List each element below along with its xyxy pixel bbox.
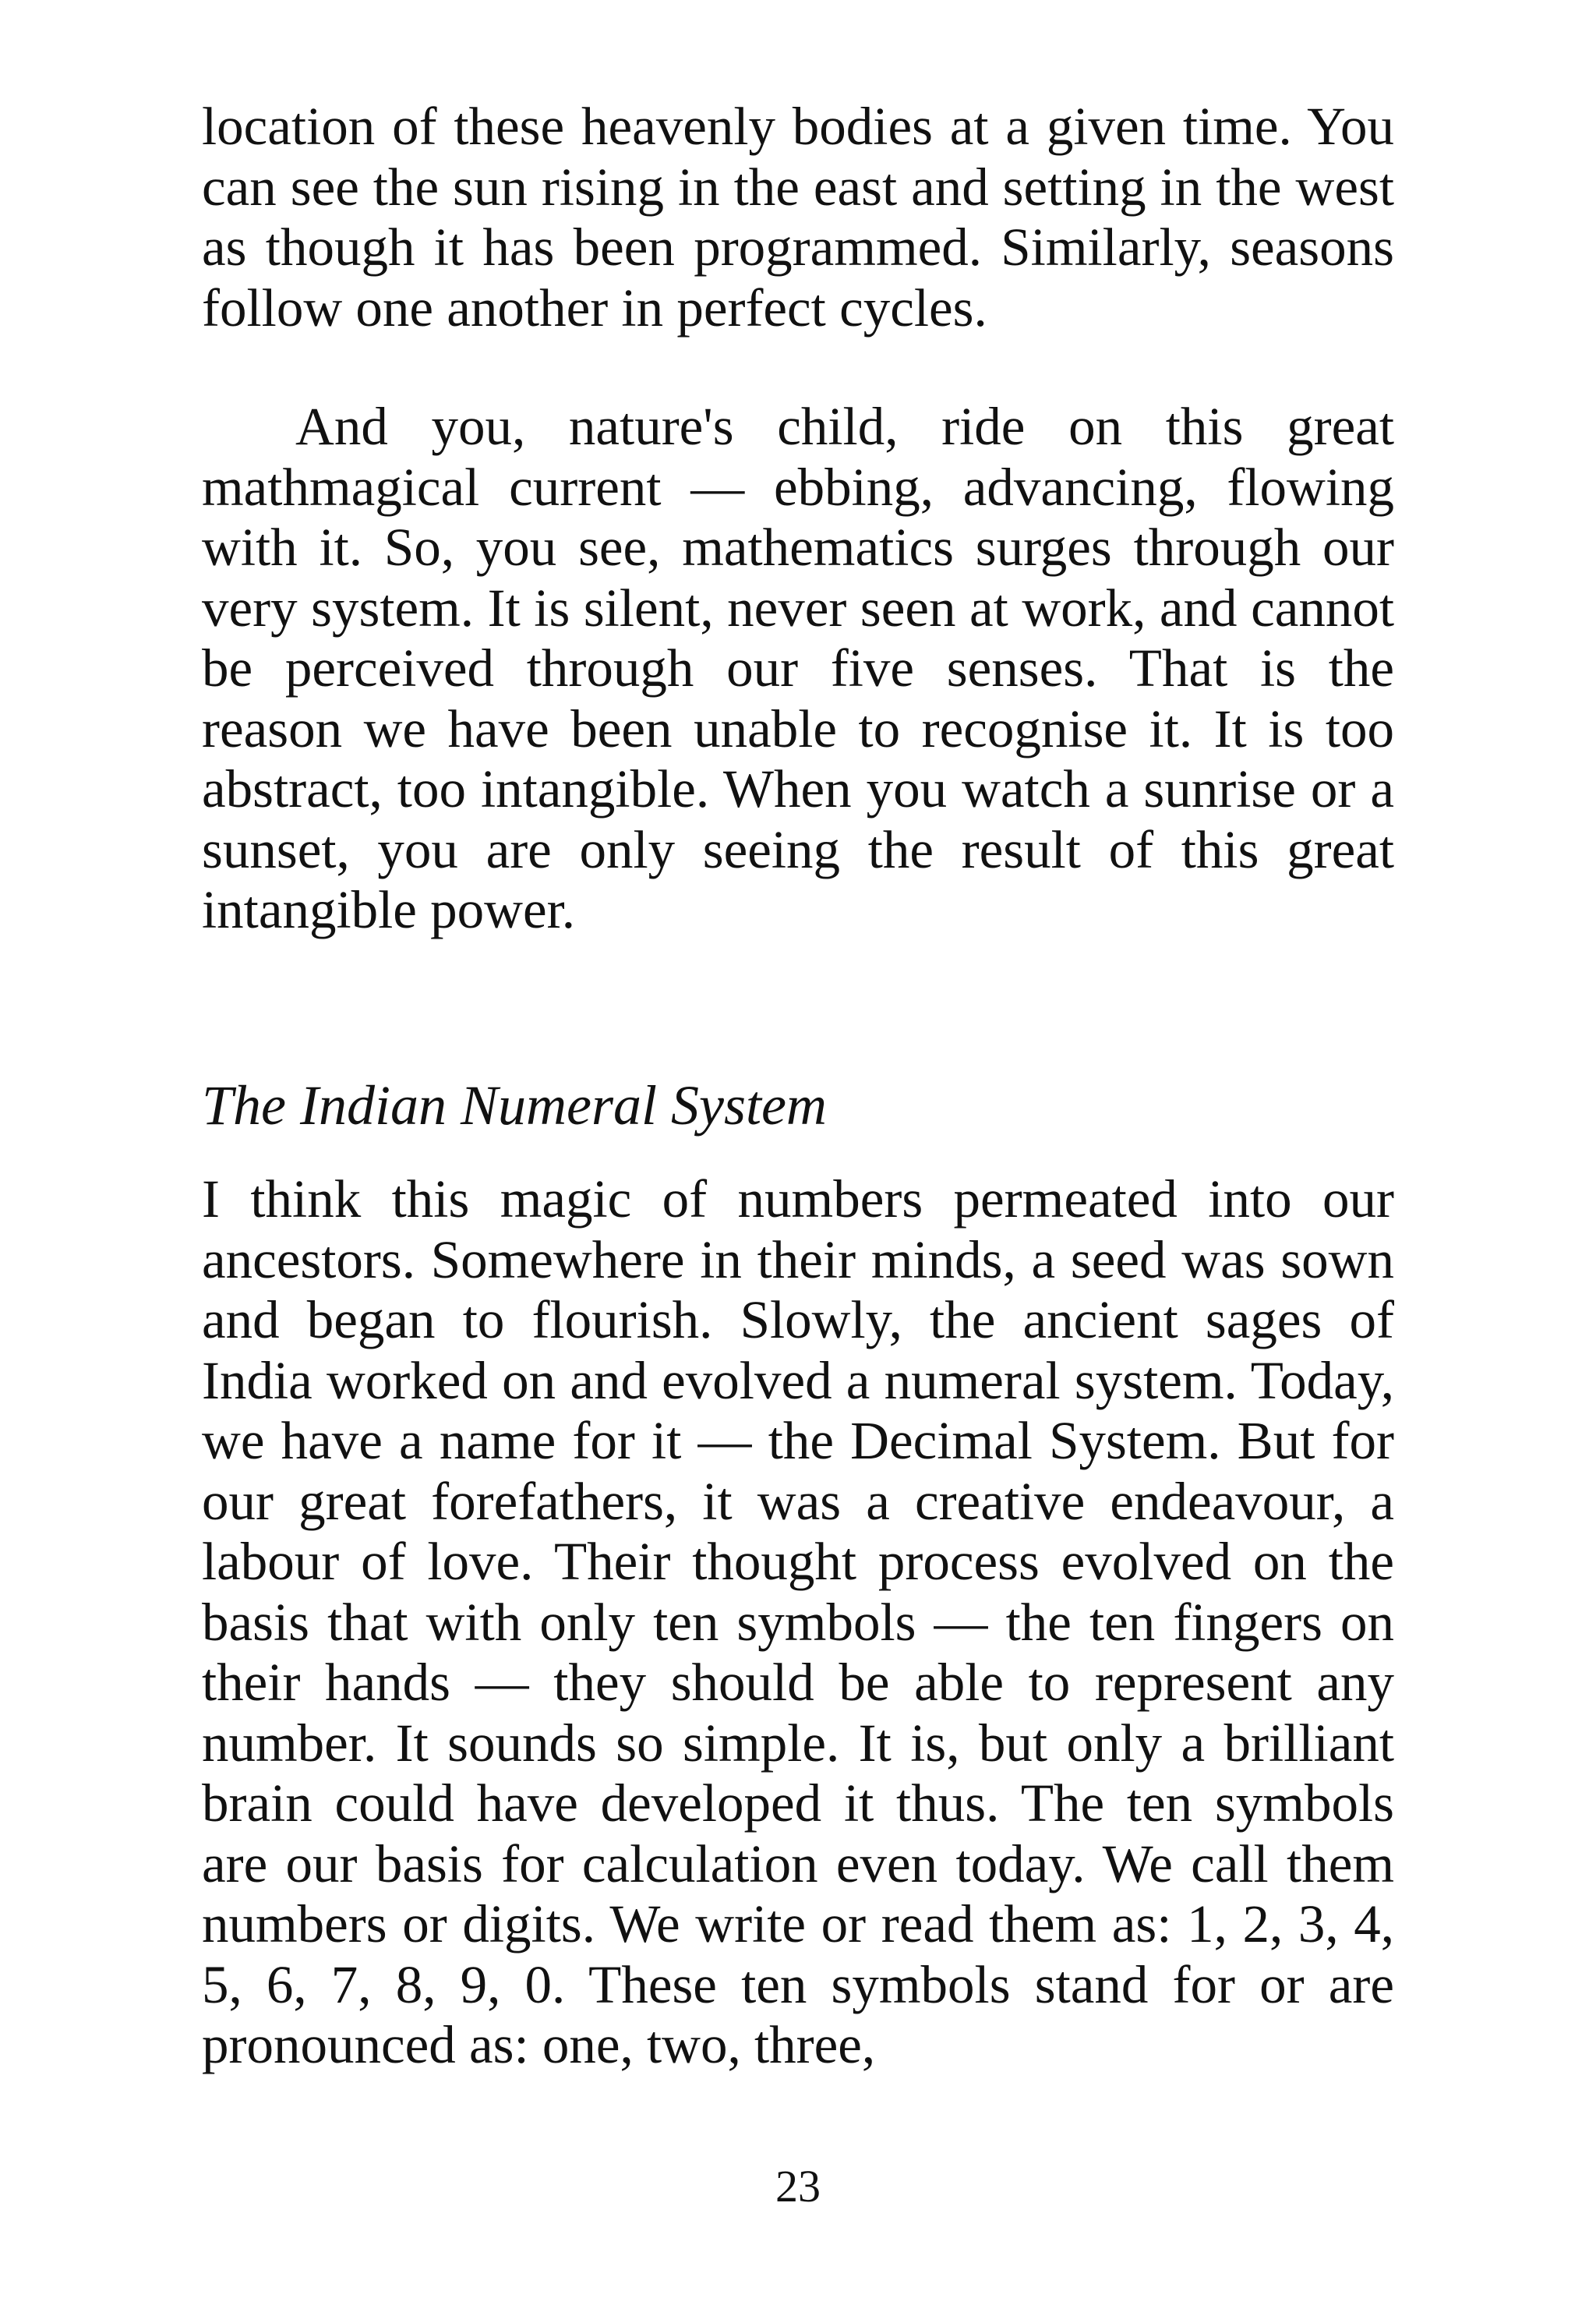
page-number: 23	[775, 2161, 821, 2212]
section-heading: The Indian Numeral System	[202, 1074, 827, 1137]
paragraph-continued: location of these heavenly bodies at a given time. You can see the sun rising in the east and setting in the west as though it has been programmed. Similarly, seasons follow one another in perfect cycles.	[202, 97, 1394, 338]
paragraph-numeral-system: I think this magic of numbers permeated into our ancestors. Somewhere in their minds, a seed was sown and began to flourish. Slowly, the ancient sages of India worked on and evolved a numeral system. Today, we have a name for it — the Decimal System. But for our great forefathers, it was a creative endeavour, a labour of love. Their thought process evolved on the basis that with only ten symbols — the ten fingers on their hands — they should be able to represent any number. It sounds so simple. It is, but only a brilliant brain could have developed it thus. The ten symbols are our basis for calculation even today. We call them numbers or digits. We write or read them as: 1, 2, 3, 4, 5, 6, 7, 8, 9, 0. These ten symbols stand for or are pronounced as: one, two, three,	[202, 1169, 1394, 2074]
paragraph-nature-current: And you, nature's child, ride on this great mathmagical current — ebbing, advancing, flowing with it. So, you see, mathematics surges through our very system. It is silent, never seen at work, and cannot be perceived through our five senses. That is the reason we have been unable to recognise it. It is too abstract, too intangible. When you watch a sunrise or a sunset, you are only seeing the result of this great intangible power.	[202, 397, 1394, 939]
